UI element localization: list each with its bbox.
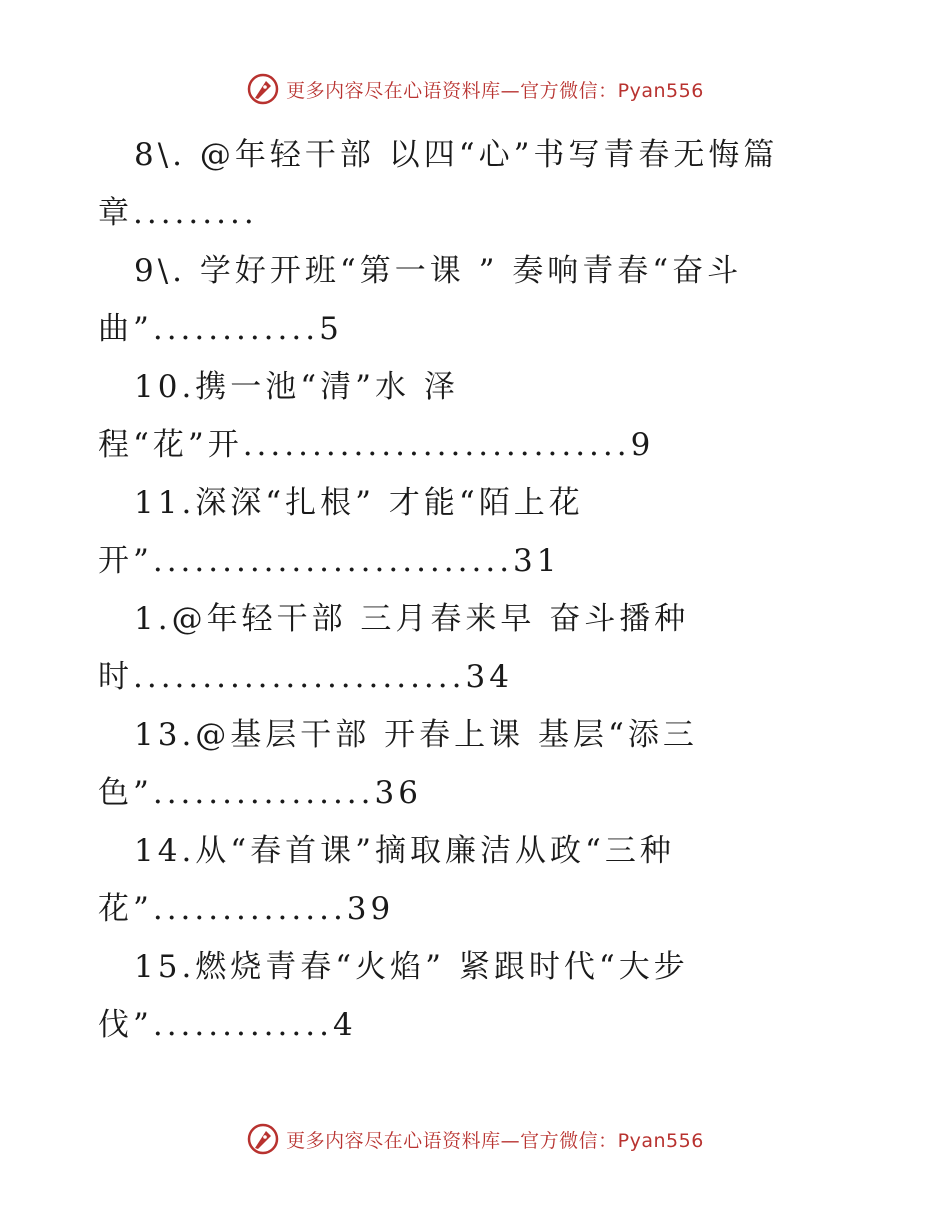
watermark-text: 更多内容尽在心语资料库—官方微信：Pyan556 (286, 1129, 704, 1152)
watermark-text: 更多内容尽在心语资料库—官方微信：Pyan556 (286, 79, 704, 102)
toc-entry-title: 10.携一池“清”水 泽 (134, 369, 459, 405)
toc-entry[interactable] (98, 358, 788, 474)
pen-nib-logo-icon (246, 72, 280, 106)
pen-nib-logo-icon (246, 1122, 280, 1156)
toc-entry-continuation: 程“花”开............................9 (98, 427, 655, 463)
toc-entry-continuation: 开”..........................31 (98, 543, 561, 579)
table-of-contents (98, 126, 788, 1054)
header-watermark (0, 72, 950, 106)
toc-entry-title: 13.@基层干部 开春上课 基层“添三 (134, 717, 698, 753)
toc-entry[interactable] (98, 822, 788, 938)
toc-entry-continuation: 时........................34 (98, 659, 513, 695)
toc-entry-continuation: 章......... (98, 195, 258, 231)
toc-entry[interactable] (98, 590, 788, 706)
toc-entry[interactable] (98, 242, 788, 358)
toc-entry-title: 1.@年轻干部 三月春来早 奋斗播种 (134, 601, 690, 637)
toc-entry[interactable] (98, 706, 788, 822)
footer-watermark (0, 1122, 950, 1156)
toc-entry-title: 11.深深“扎根” 才能“陌上花 (134, 485, 584, 521)
toc-entry-title: 9\. 学好开班“第一课 ” 奏响青春“奋斗 (134, 253, 743, 289)
toc-entry-title: 14.从“春首课”摘取廉洁从政“三种 (134, 833, 675, 869)
toc-entry-title: 15.燃烧青春“火焰” 紧跟时代“大步 (134, 949, 689, 985)
toc-entry[interactable] (98, 474, 788, 590)
toc-entry-title: 8\. @年轻干部 以四“心”书写青春无悔篇 (134, 137, 779, 173)
toc-entry[interactable] (98, 938, 788, 1054)
toc-entry-continuation: 伐”.............4 (98, 1007, 357, 1043)
toc-entry-continuation: 曲”............5 (98, 311, 343, 347)
toc-entry-continuation: 色”................36 (98, 775, 422, 811)
toc-entry-continuation: 花”..............39 (98, 891, 395, 927)
toc-entry[interactable] (98, 126, 788, 242)
